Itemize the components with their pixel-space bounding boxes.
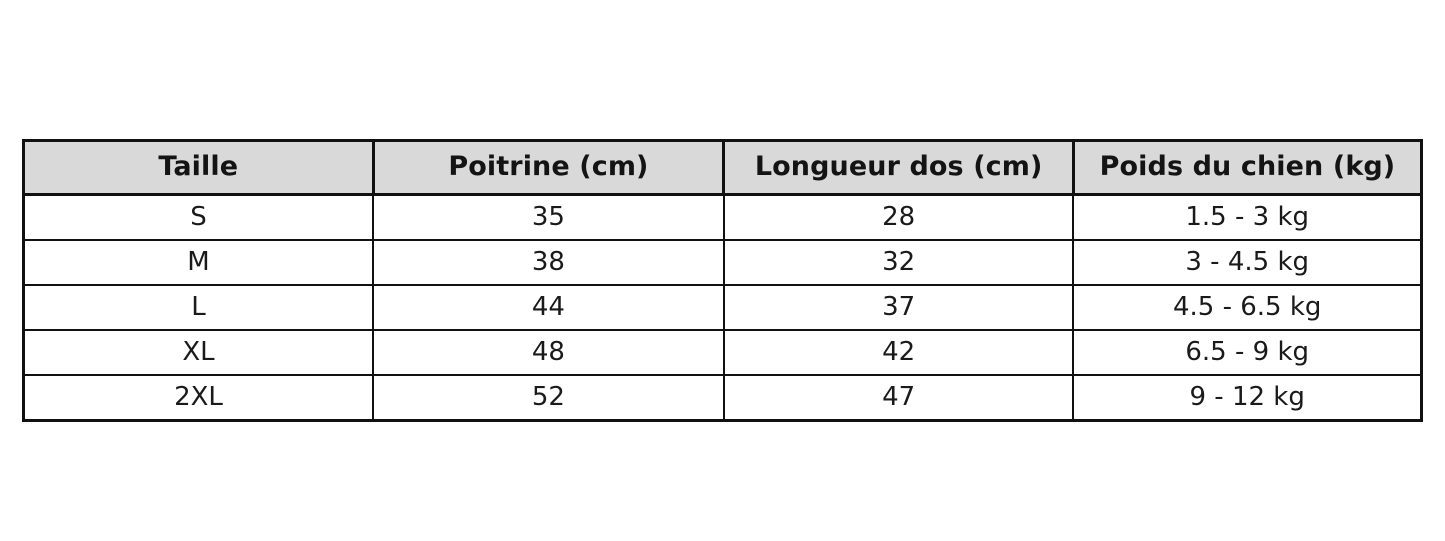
column-header-longueur-dos: Longueur dos (cm) <box>724 141 1074 195</box>
cell-poids: 1.5 - 3 kg <box>1073 195 1421 241</box>
cell-longueur-dos: 32 <box>724 240 1074 285</box>
table-header-row <box>24 141 1422 195</box>
table-row <box>24 285 1422 330</box>
cell-taille: M <box>24 240 374 285</box>
cell-poids: 3 - 4.5 kg <box>1073 240 1421 285</box>
table-header <box>24 141 1422 195</box>
table-row <box>24 240 1422 285</box>
cell-poitrine: 38 <box>373 240 724 285</box>
cell-longueur-dos: 37 <box>724 285 1074 330</box>
cell-taille: L <box>24 285 374 330</box>
column-header-taille: Taille <box>24 141 374 195</box>
cell-poids: 6.5 - 9 kg <box>1073 330 1421 375</box>
cell-longueur-dos: 28 <box>724 195 1074 241</box>
table-row <box>24 375 1422 421</box>
cell-poids: 9 - 12 kg <box>1189 382 1305 412</box>
table-row <box>24 330 1422 375</box>
cell-taille: 2XL <box>24 375 374 421</box>
cell-longueur-dos: 42 <box>724 330 1074 375</box>
size-chart-table <box>22 139 1423 422</box>
cell-poitrine: 48 <box>373 330 724 375</box>
cell-taille: S <box>24 195 374 241</box>
cell-poitrine: 52 <box>373 375 724 421</box>
cell-taille: XL <box>24 330 374 375</box>
cell-longueur-dos: 47 <box>724 375 1074 421</box>
size-chart-container <box>22 139 1423 422</box>
cell-poids: 4.5 - 6.5 kg <box>1073 285 1421 330</box>
cell-poitrine: 35 <box>373 195 724 241</box>
column-header-poitrine: Poitrine (cm) <box>373 141 724 195</box>
table-row <box>24 195 1422 241</box>
column-header-poids-du-chien: Poids du chien (kg) <box>1073 141 1421 195</box>
cell-poitrine: 44 <box>373 285 724 330</box>
table-body <box>24 195 1422 421</box>
